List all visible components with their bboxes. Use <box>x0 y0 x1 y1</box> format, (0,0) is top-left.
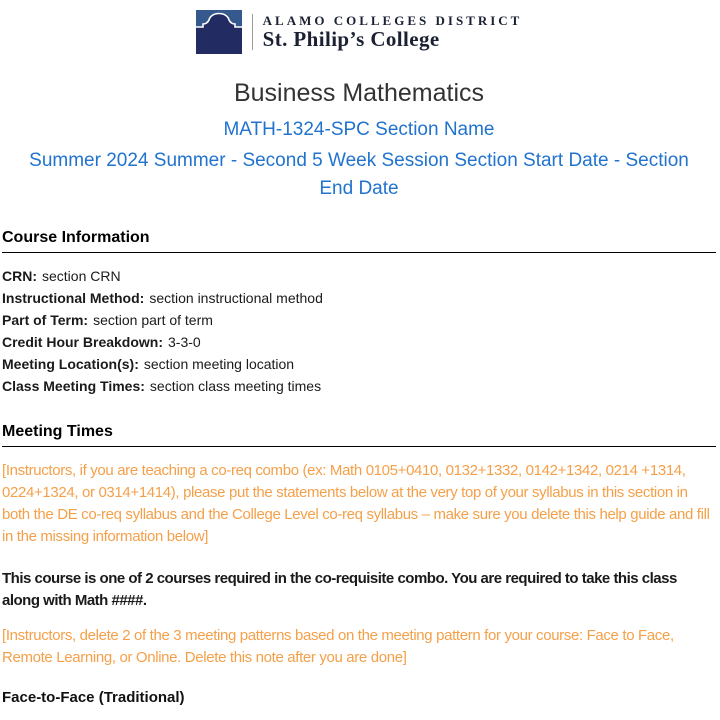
field-value: section class meeting times <box>149 378 322 394</box>
logo-text <box>263 14 523 51</box>
field-part-of-term <box>2 309 716 331</box>
instructor-note-coreq-combo: [Instructors, if you are teaching a co-req combo (ex: Math 0105+0410, 0132+1332, 0142+1342, 0214 +1314, 0224+1324, or 0314+1414), please put the statements below at the very top of your syllabus in this section in both the DE co-req syllabus and the College Level co-req syllabus – make sure you delete this help guide and fill in the missing information below] <box>2 462 710 545</box>
field-label: Instructional Method: <box>2 290 145 306</box>
college-header <box>2 10 716 203</box>
field-value: section CRN <box>42 268 121 284</box>
meeting-pattern-heading: Face-to-Face (Traditional) <box>2 689 185 706</box>
field-class-meeting-times <box>2 375 716 397</box>
field-instructional-method <box>2 287 716 309</box>
field-value: section instructional method <box>149 290 323 306</box>
field-crn <box>2 265 716 287</box>
field-credit-hour-breakdown <box>2 331 716 353</box>
field-value: section part of term <box>93 312 213 328</box>
field-value: 3-3-0 <box>168 334 201 350</box>
course-title: Business Mathematics <box>233 79 485 107</box>
district-name: ALAMO COLLEGES DISTRICT <box>262 12 523 28</box>
college-name: St. Philip’s College <box>262 26 440 51</box>
field-label: CRN: <box>2 268 37 284</box>
field-label: Meeting Location(s): <box>2 356 139 372</box>
instructor-note-meeting-patterns: [Instructors, delete 2 of the 3 meeting patterns based on the meeting pattern for your course: Face to Face, Remote Learning, or Online. Delete this note after you are done] <box>2 627 674 666</box>
term-line: Summer 2024 Summer - Second 5 Week Session Section Start Date - Section End Date <box>29 150 689 199</box>
section-heading-course-information: Course Information <box>2 229 716 253</box>
college-logo <box>196 10 523 54</box>
field-label: Part of Term: <box>2 312 89 328</box>
field-label: Class Meeting Times: <box>2 378 145 394</box>
course-information-fields <box>2 265 716 397</box>
field-meeting-location <box>2 353 716 375</box>
course-code: MATH-1324-SPC Section Name <box>223 119 495 140</box>
coreq-requirement-statement: This course is one of 2 courses required in the co-requisite combo. You are required to take this class along with Math ####. <box>2 570 677 609</box>
section-heading-meeting-times: Meeting Times <box>2 423 716 447</box>
logo-divider <box>252 14 253 50</box>
alamo-mission-icon <box>196 10 242 54</box>
syllabus-body <box>2 229 716 706</box>
field-label: Credit Hour Breakdown: <box>2 334 164 350</box>
field-value: section meeting location <box>143 356 295 372</box>
